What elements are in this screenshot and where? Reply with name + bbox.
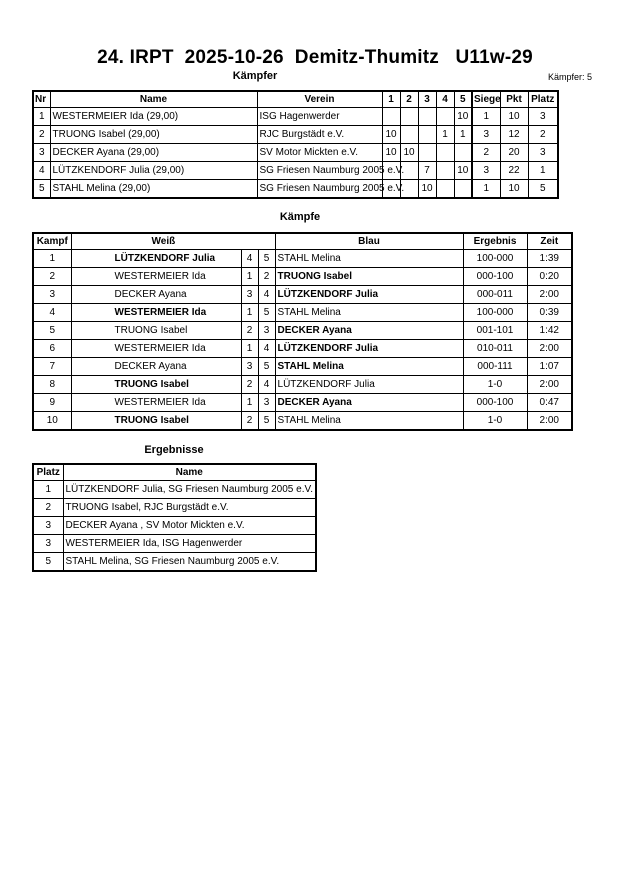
result-place-cell: 2 <box>33 499 63 517</box>
fight-row <box>33 412 572 431</box>
result-row <box>33 481 316 499</box>
blue-fighter-cell: TRUONG Isabel <box>275 268 463 286</box>
time-cell: 0:47 <box>527 394 572 412</box>
blue-number-cell: 4 <box>258 286 275 304</box>
wins-cell: 1 <box>472 180 500 199</box>
result-cell: 100-000 <box>463 304 527 322</box>
result-place-cell: 1 <box>33 481 63 499</box>
wins-cell: 3 <box>472 126 500 144</box>
points-cell: 12 <box>500 126 528 144</box>
result-place-cell: 3 <box>33 517 63 535</box>
white-number-cell: 4 <box>241 250 258 268</box>
white-number-cell: 3 <box>241 286 258 304</box>
col-header-verein: Verein <box>257 91 382 108</box>
score-vs-2-cell <box>400 108 418 126</box>
time-cell: 2:00 <box>527 412 572 431</box>
fighters-header-row <box>33 91 558 108</box>
blue-number-cell: 4 <box>258 376 275 394</box>
blue-number-cell: 5 <box>258 304 275 322</box>
fighter-count: Kämpfer: 5 <box>548 72 593 82</box>
score-vs-3-cell <box>418 126 436 144</box>
fight-row <box>33 304 572 322</box>
time-cell: 2:00 <box>527 340 572 358</box>
nr-cell: 5 <box>33 180 50 199</box>
blue-number-cell: 5 <box>258 412 275 431</box>
place-cell: 3 <box>528 144 558 162</box>
score-vs-1-cell <box>382 108 400 126</box>
col-header-siege: Siege <box>472 91 500 108</box>
blue-fighter-cell: STAHL Melina <box>275 250 463 268</box>
result-name-cell: DECKER Ayana , SV Motor Mickten e.V. <box>63 517 316 535</box>
score-vs-3-cell: 7 <box>418 162 436 180</box>
blue-number-cell: 5 <box>258 250 275 268</box>
score-vs-3-cell: 10 <box>418 180 436 199</box>
time-cell: 1:07 <box>527 358 572 376</box>
col-header-opp3: 3 <box>418 91 436 108</box>
result-name-cell: STAHL Melina, SG Friesen Naumburg 2005 e.V. <box>63 553 316 572</box>
white-number-cell: 2 <box>241 376 258 394</box>
col-header-nr: Nr <box>33 91 50 108</box>
fighter-name-cell: WESTERMEIER Ida (29,00) <box>50 108 257 126</box>
blue-fighter-cell: LÜTZKENDORF Julia <box>275 376 463 394</box>
score-vs-2-cell <box>400 126 418 144</box>
blue-fighter-cell: DECKER Ayana <box>275 394 463 412</box>
fight-row <box>33 268 572 286</box>
fight-row <box>33 376 572 394</box>
score-vs-4-cell <box>436 108 454 126</box>
col-header-pkt: Pkt <box>500 91 528 108</box>
result-cell: 100-000 <box>463 250 527 268</box>
white-number-cell: 1 <box>241 394 258 412</box>
blue-fighter-cell: STAHL Melina <box>275 358 463 376</box>
result-row <box>33 517 316 535</box>
score-vs-4-cell <box>436 144 454 162</box>
points-cell: 22 <box>500 162 528 180</box>
result-row <box>33 499 316 517</box>
blue-number-cell: 4 <box>258 340 275 358</box>
blue-number-cell: 3 <box>258 394 275 412</box>
col-header-opp1: 1 <box>382 91 400 108</box>
time-cell: 2:00 <box>527 286 572 304</box>
result-cell: 000-100 <box>463 394 527 412</box>
white-fighter-cell: DECKER Ayana <box>71 286 241 304</box>
fighter-row <box>33 126 558 144</box>
results-table <box>32 463 317 572</box>
time-cell: 2:00 <box>527 376 572 394</box>
fight-number-cell: 1 <box>33 250 71 268</box>
blue-fighter-cell: DECKER Ayana <box>275 322 463 340</box>
score-vs-3-cell <box>418 108 436 126</box>
nr-cell: 2 <box>33 126 50 144</box>
fighter-row <box>33 162 558 180</box>
fighter-name-cell: TRUONG Isabel (29,00) <box>50 126 257 144</box>
fight-number-cell: 2 <box>33 268 71 286</box>
fights-header-row <box>33 233 572 250</box>
score-vs-5-cell: 10 <box>454 162 472 180</box>
fight-row <box>33 322 572 340</box>
points-cell: 20 <box>500 144 528 162</box>
result-place-cell: 3 <box>33 535 63 553</box>
score-vs-4-cell: 1 <box>436 126 454 144</box>
fight-number-cell: 6 <box>33 340 71 358</box>
club-cell: SG Friesen Naumburg 2005 e.V. <box>257 180 382 199</box>
results-section-title: Ergebnisse <box>144 444 204 456</box>
fights-section-title: Kämpfe <box>279 211 321 223</box>
nr-cell: 4 <box>33 162 50 180</box>
result-cell: 000-011 <box>463 286 527 304</box>
fight-number-cell: 7 <box>33 358 71 376</box>
blue-fighter-cell: LÜTZKENDORF Julia <box>275 286 463 304</box>
fight-number-cell: 10 <box>33 412 71 431</box>
fight-row <box>33 250 572 268</box>
result-place-cell: 5 <box>33 553 63 572</box>
blue-fighter-cell: STAHL Melina <box>275 304 463 322</box>
white-fighter-cell: WESTERMEIER Ida <box>71 394 241 412</box>
white-fighter-cell: DECKER Ayana <box>71 358 241 376</box>
fighter-row <box>33 180 558 199</box>
col-header-name: Name <box>50 91 257 108</box>
white-fighter-cell: WESTERMEIER Ida <box>71 304 241 322</box>
fighters-section-title: Kämpfer <box>232 70 278 82</box>
club-cell: SG Friesen Naumburg 2005 e.V. <box>257 162 382 180</box>
score-vs-1-cell: 10 <box>382 144 400 162</box>
blue-number-cell: 3 <box>258 322 275 340</box>
white-fighter-cell: WESTERMEIER Ida <box>71 340 241 358</box>
fight-row <box>33 394 572 412</box>
col-header-blau: Blau <box>275 233 463 250</box>
score-vs-2-cell: 10 <box>400 144 418 162</box>
points-cell: 10 <box>500 180 528 199</box>
page-title: 24. IRPT 2025-10-26 Demitz-Thumitz U11w-29 <box>97 47 533 68</box>
score-vs-1-cell: 10 <box>382 126 400 144</box>
fighter-row <box>33 144 558 162</box>
club-cell: SV Motor Mickten e.V. <box>257 144 382 162</box>
score-vs-5-cell <box>454 180 472 199</box>
result-name-cell: TRUONG Isabel, RJC Burgstädt e.V. <box>63 499 316 517</box>
time-cell: 1:42 <box>527 322 572 340</box>
white-fighter-cell: TRUONG Isabel <box>71 376 241 394</box>
fight-number-cell: 4 <box>33 304 71 322</box>
result-cell: 001-101 <box>463 322 527 340</box>
nr-cell: 3 <box>33 144 50 162</box>
white-number-cell: 2 <box>241 322 258 340</box>
white-number-cell: 1 <box>241 268 258 286</box>
col-header-opp4: 4 <box>436 91 454 108</box>
result-name-cell: WESTERMEIER Ida, ISG Hagenwerder <box>63 535 316 553</box>
blue-fighter-cell: LÜTZKENDORF Julia <box>275 340 463 358</box>
col-header-ergebnis: Ergebnis <box>463 233 527 250</box>
fight-row <box>33 358 572 376</box>
wins-cell: 3 <box>472 162 500 180</box>
score-vs-5-cell: 1 <box>454 126 472 144</box>
points-cell: 10 <box>500 108 528 126</box>
time-cell: 0:20 <box>527 268 572 286</box>
col-header-weiss: Weiß <box>71 233 275 250</box>
white-number-cell: 1 <box>241 340 258 358</box>
col-header-result-platz: Platz <box>33 464 63 481</box>
time-cell: 1:39 <box>527 250 572 268</box>
col-header-opp2: 2 <box>400 91 418 108</box>
fight-number-cell: 5 <box>33 322 71 340</box>
white-fighter-cell: LÜTZKENDORF Julia <box>71 250 241 268</box>
fight-row <box>33 340 572 358</box>
score-vs-3-cell <box>418 144 436 162</box>
result-cell: 000-111 <box>463 358 527 376</box>
time-cell: 0:39 <box>527 304 572 322</box>
place-cell: 3 <box>528 108 558 126</box>
club-cell: ISG Hagenwerder <box>257 108 382 126</box>
blue-number-cell: 5 <box>258 358 275 376</box>
white-fighter-cell: TRUONG Isabel <box>71 322 241 340</box>
score-vs-5-cell: 10 <box>454 108 472 126</box>
result-name-cell: LÜTZKENDORF Julia, SG Friesen Naumburg 2005 e.V. <box>63 481 316 499</box>
white-number-cell: 2 <box>241 412 258 431</box>
white-fighter-cell: TRUONG Isabel <box>71 412 241 431</box>
fighter-name-cell: LÜTZKENDORF Julia (29,00) <box>50 162 257 180</box>
club-cell: RJC Burgstädt e.V. <box>257 126 382 144</box>
nr-cell: 1 <box>33 108 50 126</box>
result-cell: 000-100 <box>463 268 527 286</box>
wins-cell: 2 <box>472 144 500 162</box>
wins-cell: 1 <box>472 108 500 126</box>
fight-row <box>33 286 572 304</box>
col-header-result-name: Name <box>63 464 316 481</box>
place-cell: 2 <box>528 126 558 144</box>
blue-fighter-cell: STAHL Melina <box>275 412 463 431</box>
white-fighter-cell: WESTERMEIER Ida <box>71 268 241 286</box>
fight-number-cell: 3 <box>33 286 71 304</box>
results-header-row <box>33 464 316 481</box>
result-row <box>33 553 316 572</box>
fighter-name-cell: DECKER Ayana (29,00) <box>50 144 257 162</box>
col-header-platz: Platz <box>528 91 558 108</box>
fight-number-cell: 9 <box>33 394 71 412</box>
result-row <box>33 535 316 553</box>
white-number-cell: 3 <box>241 358 258 376</box>
col-header-zeit: Zeit <box>527 233 572 250</box>
result-cell: 010-011 <box>463 340 527 358</box>
fighter-row <box>33 108 558 126</box>
result-cell: 1-0 <box>463 376 527 394</box>
blue-number-cell: 2 <box>258 268 275 286</box>
score-vs-4-cell <box>436 180 454 199</box>
score-vs-5-cell <box>454 144 472 162</box>
fight-number-cell: 8 <box>33 376 71 394</box>
fighters-table <box>32 90 559 199</box>
col-header-opp5: 5 <box>454 91 472 108</box>
white-number-cell: 1 <box>241 304 258 322</box>
fights-table <box>32 232 573 431</box>
score-vs-4-cell <box>436 162 454 180</box>
place-cell: 1 <box>528 162 558 180</box>
result-cell: 1-0 <box>463 412 527 431</box>
col-header-kampf: Kampf <box>33 233 71 250</box>
fighter-name-cell: STAHL Melina (29,00) <box>50 180 257 199</box>
place-cell: 5 <box>528 180 558 199</box>
